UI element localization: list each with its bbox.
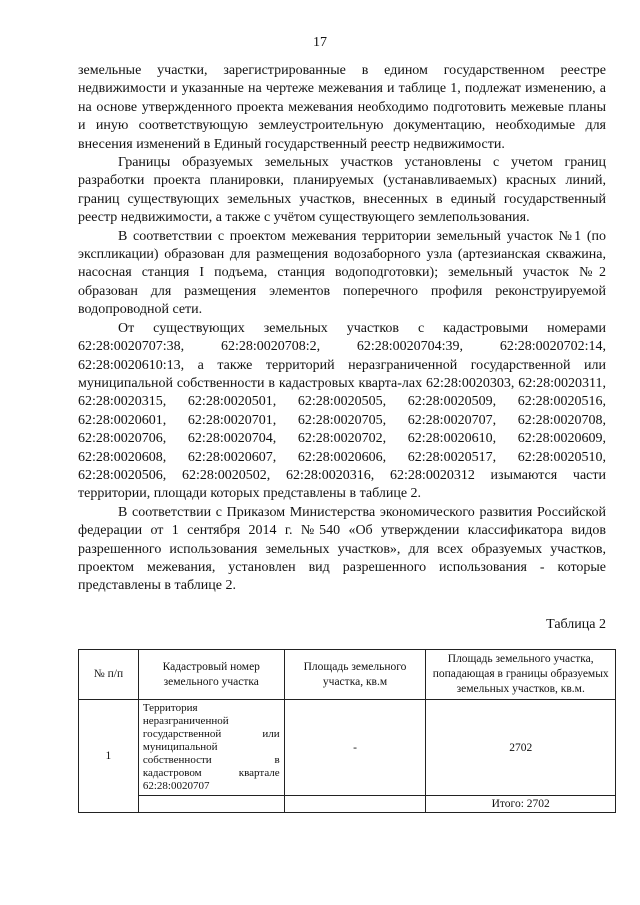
table-header-row (79, 650, 616, 700)
cell-name: Территория неразграниченной государственной или муниципальной собственности в кадастровом квартале 62:28:0020707 (138, 700, 284, 796)
cell-num: 1 (79, 700, 139, 813)
header-area-included: Площадь земельного участка, попадающая в границы образуемых земельных участков, кв.м. (426, 650, 616, 700)
cell-area-included: 2702 (426, 700, 616, 796)
header-cadastral: Кадастровый номер земельного участка (138, 650, 284, 700)
header-area: Площадь земельного участка, кв.м (284, 650, 426, 700)
cell-empty (284, 796, 426, 813)
paragraph-boundaries: Границы образуемых земельных участков установлены с учетом границ разработки проекта планировки, планируемых (устанавливаемых) красных линий, границ существующих земельных участков, внесенных в единый государственный реестр недвижимости, а также с учётом существующего землепользования. (78, 155, 606, 226)
table-row (79, 700, 616, 796)
table-caption: Таблица 2 (546, 617, 606, 632)
paragraph-order: В соответствии с Приказом Министерства экономического развития Российской федерации от 1 сентября 2014 г. №540 «Об утверждении классификатора видов разрешенного использования земельных участков», для всех образуемых участков, проектом межевания, установлен вид разрешенного использования - которые представлены в таблице 2. (78, 504, 606, 594)
cell-area: - (284, 700, 426, 796)
paragraph-cadastral-numbers: От существующих земельных участков с кадастровыми номерами 62:28:0020707:38, 62:28:0020708:2, 62:28:0020704:39, 62:28:0020702:14, 62:28:0020610:13, а также территорий неразграниченной государственной или муниципальной собственности в кадастровых кварта-лах 62:28:0020303, 62:28:0020311, 62:28:0020315, 62:28:0020501, 62:28:0020505, 62:28:0020509, 62:28:0020516, 62:28:0020601, 62:28:0020701, 62:28:0020705, 62:28:0020707, 62:28:0020708, 62:28:0020706, 62:28:0020704, 62:28:0020702, 62:28:0020610, 62:28:0020609, 62:28:0020608, 62:28:0020607, 62:28:0020606, 62:28:0020517, 62:28:0020510, 62:28:0020506, 62:28:0020502, 62:28:0020316, 62:28:0020312 изымаются части территории, площади которых представлены в таблице 2. (78, 320, 606, 502)
areas-table (78, 649, 616, 813)
paragraph-continuation: земельные участки, зарегистрированные в едином государственном реестре недвижимости и указанные на чертеже межевания и таблице 1, подлежат изменению, а на основе утвержденного проекта межевания необходимо подготовить межевые планы и иную соответствующую землеустроительную документацию, необходимые для внесения изменений в Единый государственный реестр недвижимости. (78, 63, 606, 152)
cell-empty (138, 796, 284, 813)
paragraph-plots: В соответствии с проектом межевания территории земельный участок №1 (по экспликации) образован для размещения водозаборного узла (артезианская скважина, насосная станция I подъема, станция водоподготовки); земельный участок №2 образован для размещения элементов поперечного профиля реконструируемой водопроводной сети. (78, 228, 606, 318)
page-number: 17 (313, 35, 327, 50)
cell-total: Итого: 2702 (426, 796, 616, 813)
header-num: № п/п (79, 650, 139, 700)
table-total-row (79, 796, 616, 813)
body-text (78, 62, 606, 596)
